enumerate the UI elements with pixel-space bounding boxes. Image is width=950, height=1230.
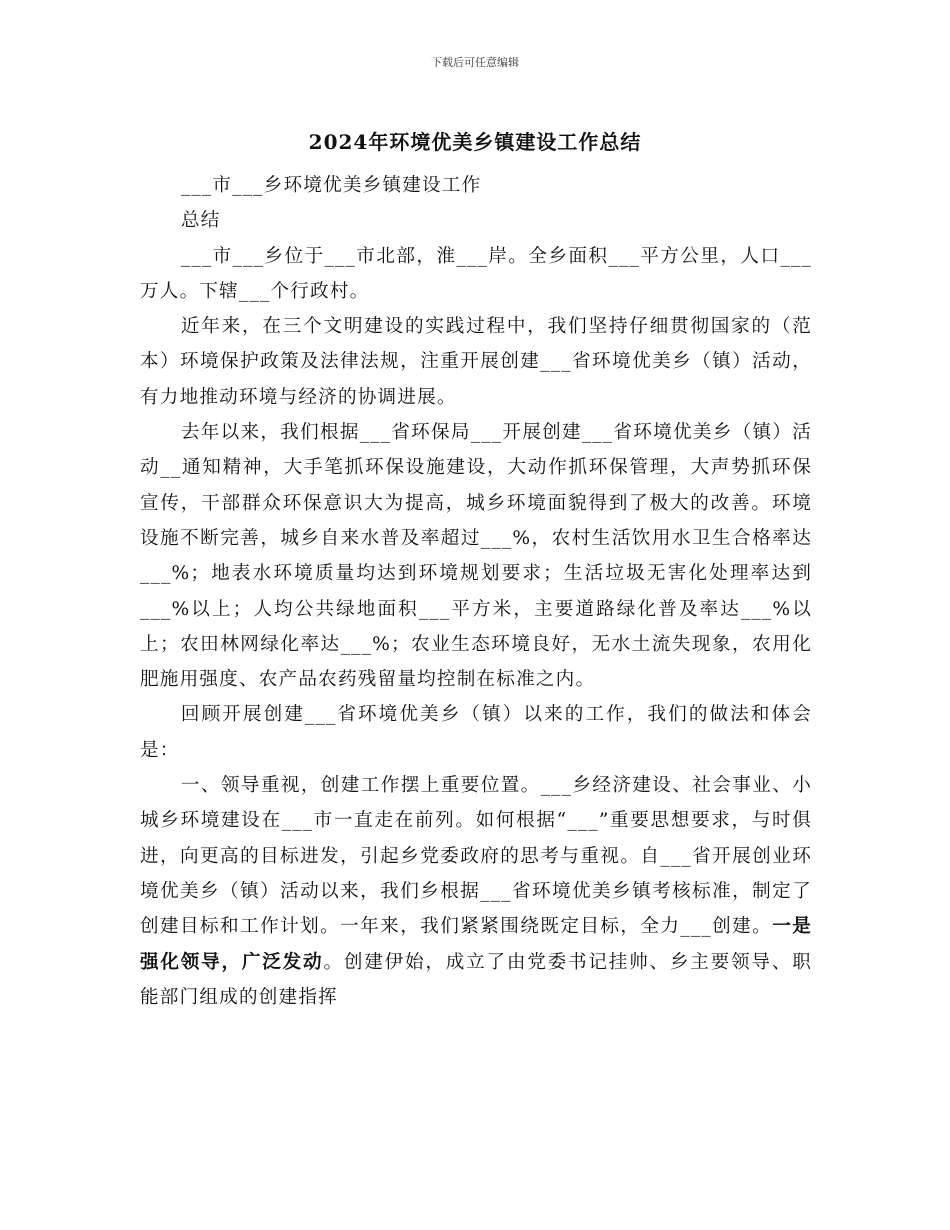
paragraph-subtitle-2: 总结 (180, 210, 221, 232)
paragraph-subtitle-1: ___市___乡环境优美乡镇建设工作 (180, 175, 482, 196)
document-title: 2024年环境优美乡镇建设工作总结 (308, 130, 642, 154)
paragraph-overview: ___市___乡位于___市北部，淮___岸。全乡面积___平方公里，人口___万人。下辖___个行政村。 (140, 245, 812, 302)
document-body (140, 168, 812, 1015)
paragraph-intro: 近年来，在三个文明建设的实践过程中，我们坚持仔细贯彻国家的（范本）环境保护政策及法律法规，注重开展创建___省环境优美乡（镇）活动，有力地推动环境与经济的协调进展。 (140, 316, 812, 408)
section-1-text-continued: 。创建伊始，成立了由党委书记挂帅、乡主要领导、职能部门组成的创建指挥 (140, 951, 812, 1008)
header-note: 下载后可任意编辑 (431, 56, 519, 69)
paragraph-section-1 (140, 768, 812, 1015)
paragraph-review: 回顾开展创建___省环境优美乡（镇）以来的工作，我们的做法和体会是： (140, 704, 812, 761)
section-1-bold-point: 一是强化领导，广泛发动 (140, 916, 812, 973)
section-1-text: 一、领导重视，创建工作摆上重要位置。___乡经济建设、社会事业、小城乡环境建设在___市一直走在前列。如何根据“___”重要思想要求，与时俱进，向更高的目标进发，引起乡党委政府的思考与重视。自___省开展创业环境优美乡（镇）活动以来，我们乡根据___省环境优美乡镇考核标准，制定了创建目标和工作计划。一年来，我们紧紧围绕既定目标，全力___创建。 (140, 775, 812, 938)
paragraph-achievements: 去年以来，我们根据___省环保局___开展创建___省环境优美乡（镇）活动__通知精神，大手笔抓环保设施建设，大动作抓环保管理，大声势抓环保宣传，干部群众环保意识大为提高，城乡环境面貌得到了极大的改善。环境设施不断完善，城乡自来水普及率超过___%，农村生活饮用水卫生合格率达___%；地表水环境质量均达到环境规划要求；生活垃圾无害化处理率达到___%以上；人均公共绿地面积___平方米，主要道路绿化普及率达___%以上；农田林网绿化率达___%；农业生态环境良好，无水土流失现象，农用化肥施用强度、农产品农药残留量均控制在标准之内。 (140, 422, 812, 691)
